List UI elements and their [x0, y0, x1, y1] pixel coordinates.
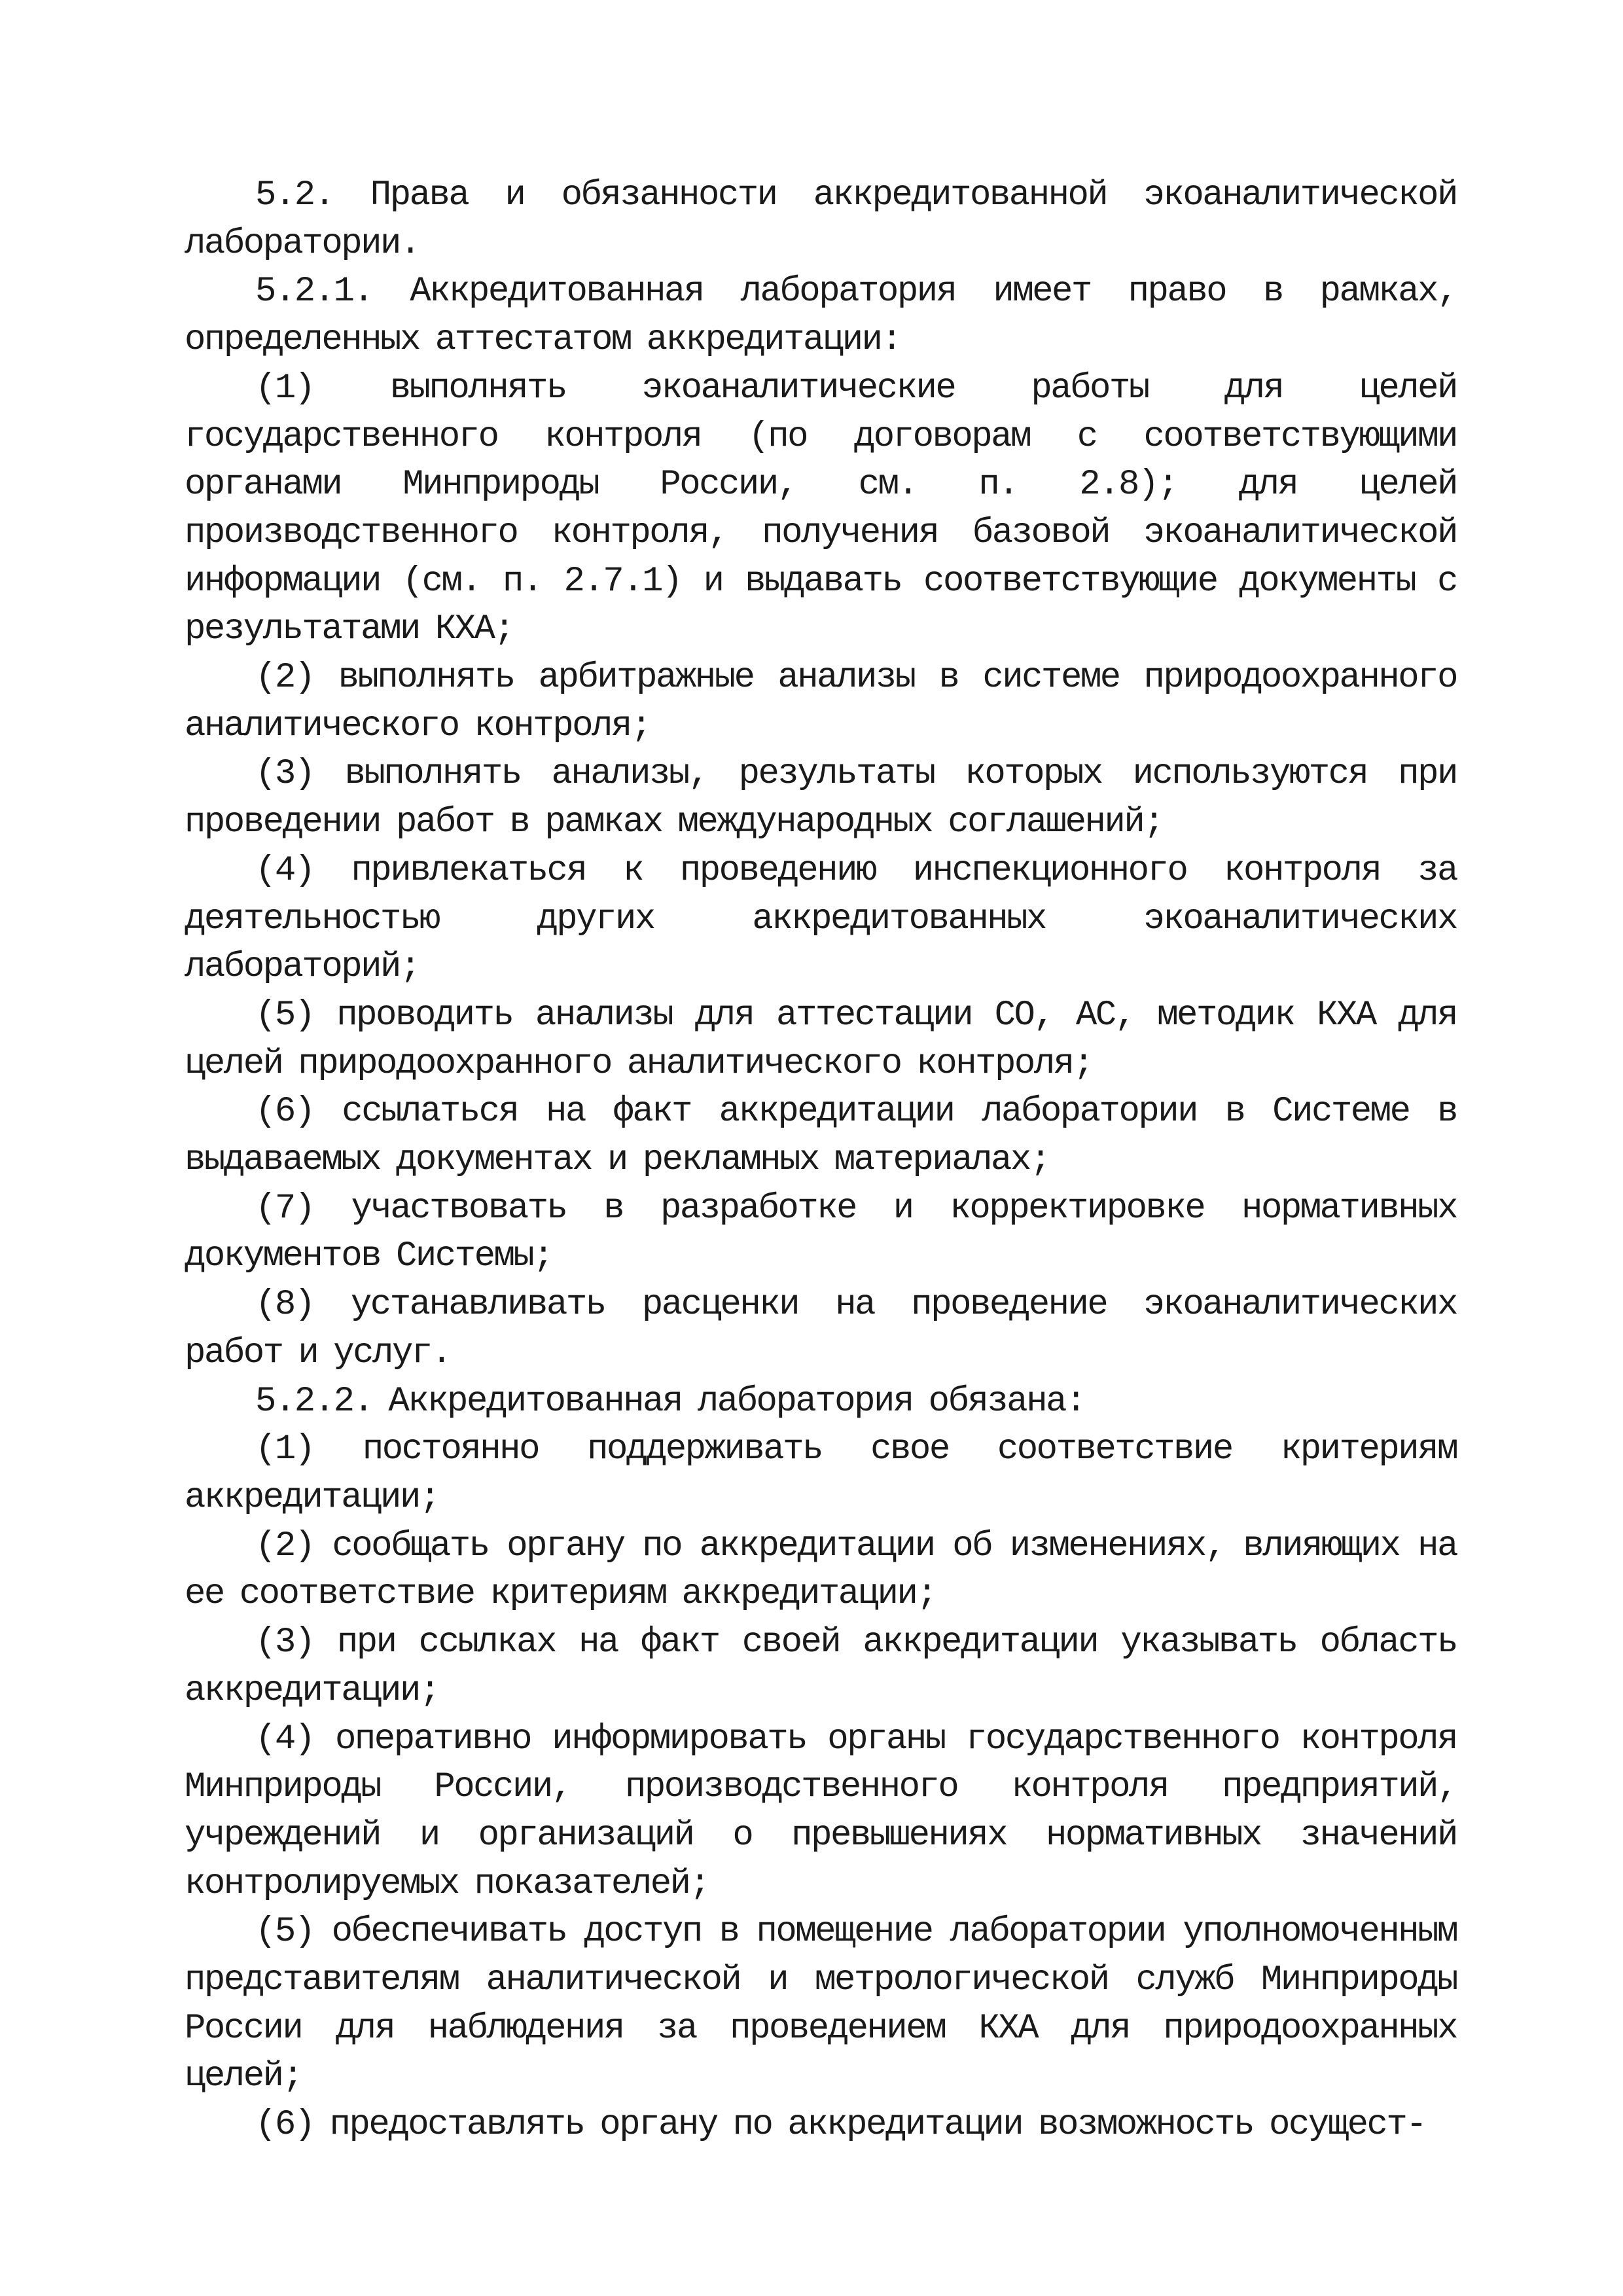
right-item-7: (7) участвовать в разработке и корректировке нормативных документов Системы; [185, 1188, 1457, 1277]
right-item-6: (6) ссылаться на факт аккредитации лаборатории в Системе в выдаваемых документах и рекламных материалах; [185, 1092, 1457, 1181]
right-item-5: (5) проводить анализы для аттестации СО, АС, методик КХА для целей природоохранного аналитического контроля; [185, 995, 1457, 1084]
section-heading-5-2: 5.2. Права и обязанности аккредитованной экоаналитической лаборатории. [185, 175, 1457, 264]
right-item-2: (2) выполнять арбитражные анализы в системе природоохранного аналитического контроля; [185, 658, 1457, 746]
duty-item-4: (4) оперативно информировать органы государственного контроля Минприроды России, производственного контроля предприятий, учреждений и организаций о превышениях нормативных значений контролируемых показателей; [185, 1719, 1457, 1904]
subsection-5-2-2-intro: 5.2.2. Аккредитованная лаборатория обязана: [255, 1381, 1085, 1422]
document-body [185, 171, 1457, 2149]
duty-item-5: (5) обеспечивать доступ в помещение лаборатории уполномоченным представителям аналитической и метрологической служб Минприроды России для наблюдения за проведением КХА для природоохранных целей; [185, 1912, 1457, 2097]
subsection-5-2-1-intro: 5.2.1. Аккредитованная лаборатория имеет право в рамках, определенных аттестатом аккредитации: [185, 272, 1457, 361]
duty-item-3: (3) при ссылках на факт своей аккредитации указывать область аккредитации; [185, 1623, 1457, 1711]
duty-item-1: (1) постоянно поддерживать свое соответствие критериям аккредитации; [185, 1429, 1457, 1518]
duty-item-6: (6) предоставлять органу по аккредитации возможность осущест- [255, 2105, 1426, 2145]
right-item-3: (3) выполнять анализы, результаты которых используются при проведении работ в рамках международных соглашений; [185, 754, 1457, 843]
duty-item-2: (2) сообщать органу по аккредитации об изменениях, влияющих на ее соответствие критериям аккредитации; [185, 1526, 1457, 1615]
right-item-8: (8) устанавливать расценки на проведение экоаналитических работ и услуг. [185, 1285, 1457, 1373]
right-item-1: (1) выполнять экоаналитические работы для целей государственного контроля (по договорам с соответствующими органами Минприроды России, см. п. 2.8); для целей производственного контроля, получения базовой экоаналитической информации (см. п. 2.7.1) и выдавать соответствующие документы с результатами КХА; [185, 368, 1457, 650]
right-item-4: (4) привлекаться к проведению инспекционного контроля за деятельностью других аккредитованных экоаналитических лабораторий; [185, 850, 1457, 988]
